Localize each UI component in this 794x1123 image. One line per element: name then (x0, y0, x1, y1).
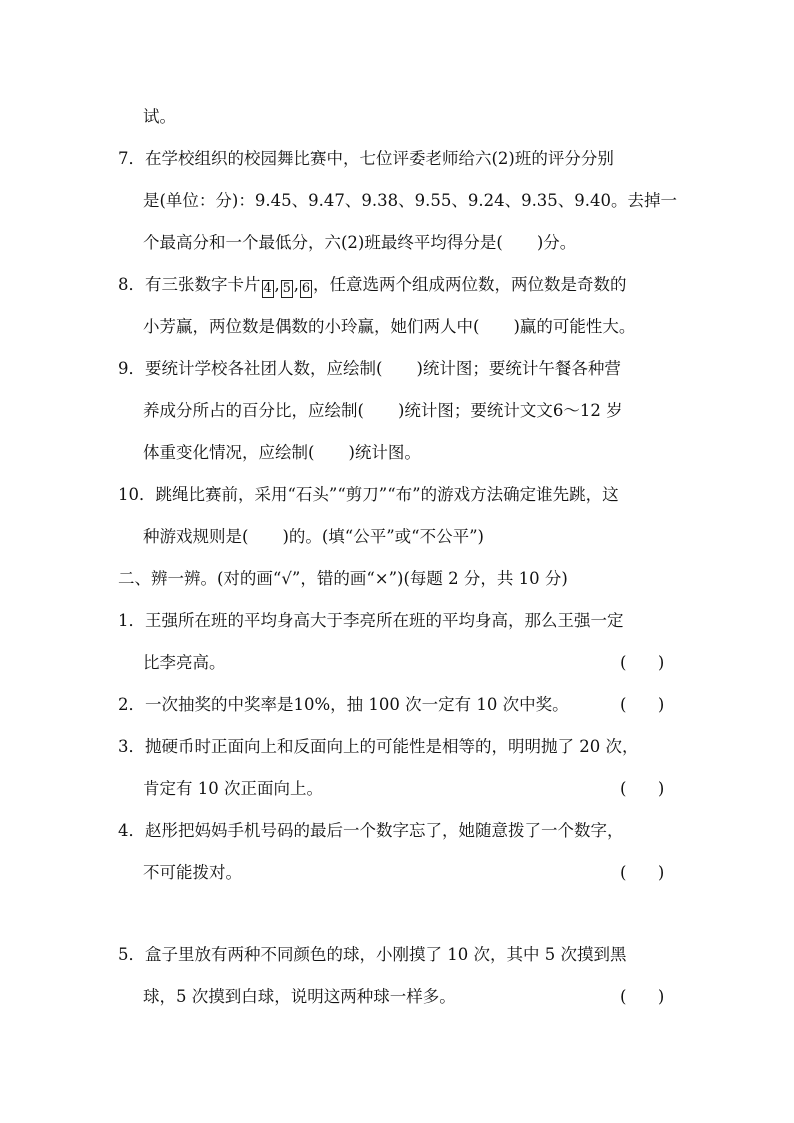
q7-line-3 (143, 232, 576, 254)
q8-text-a: 8．有三张数字卡片 (118, 275, 261, 294)
q9-text-f: )统计图。 (348, 443, 421, 462)
q8-text-d: )赢的可能性大。 (513, 317, 636, 336)
card-separator: , (293, 275, 299, 294)
q9-text-c: 养成分所占的百分比，应绘制( (143, 401, 364, 420)
q9-line-3 (143, 442, 421, 464)
q7-text-a: 个最高分和一个最低分，六(2)班最终平均得分是( (143, 233, 503, 252)
q10-text-b: )的。(填“公平”或“不公平”) (282, 527, 484, 546)
number-card-6: 6 (301, 281, 311, 296)
card-separator: , (274, 275, 280, 294)
q8-line-2 (143, 316, 635, 338)
q10-line-2 (143, 526, 484, 548)
judge-5-line-1: 5．盒子里放有两种不同颜色的球，小刚摸了 10 次，其中 5 次摸到黑 (118, 945, 627, 964)
q9-text-a: 9．要统计学校各社团人数，应绘制( (118, 359, 383, 378)
number-card-5: 5 (282, 281, 291, 296)
q8-text-b: ，任意选两个组成两位数，两位数是奇数的 (313, 275, 627, 294)
number-card-4: 4 (263, 281, 272, 296)
judge-3-answer-parens[interactable]: ( ) (620, 779, 665, 798)
judge-5-line-2: 球，5 次摸到白球，说明这两种球一样多。 (143, 987, 456, 1006)
q9-line-2 (143, 400, 623, 422)
q10-line-1: 10．跳绳比赛前，采用“石头”“剪刀”“布”的游戏方法确定谁先跳，这 (118, 485, 619, 504)
judge-2-answer-parens[interactable]: ( ) (620, 695, 665, 714)
judge-1-answer-parens[interactable]: ( ) (620, 653, 665, 672)
judge-3-line-2: 肯定有 10 次正面向上。 (143, 779, 323, 798)
judge-4-line-2: 不可能拨对。 (143, 863, 242, 882)
q9-text-d: )统计图；要统计文文6～12 岁 (397, 401, 623, 420)
judge-1-line-1: 1．王强所在班的平均身高大于李亮所在班的平均身高，那么王强一定 (118, 611, 624, 630)
judge-2-line-1: 2．一次抽奖的中奖率是10%，抽 100 次一定有 10 次中奖。 (118, 695, 569, 714)
section-2-title: 二、辨一辨。(对的画“√”，错的画“×”)(每题 2 分，共 10 分) (118, 569, 568, 588)
q7-line-1: 7．在学校组织的校园舞比赛中，七位评委老师给六(2)班的评分分别 (118, 149, 614, 168)
q8-line-1 (118, 274, 627, 298)
judge-1-line-2: 比李亮高。 (143, 653, 226, 672)
judge-5-answer-parens[interactable]: ( ) (620, 987, 665, 1006)
q7-text-b: )分。 (536, 233, 577, 252)
q6-tail: 试。 (143, 107, 176, 126)
q10-text-a: 种游戏规则是( (143, 527, 249, 546)
q9-text-b: )统计图；要统计午餐各种营 (416, 359, 621, 378)
q7-line-2: 是(单位：分)：9.45、9.47、9.38、9.55、9.24、9.35、9.40。去掉一 (143, 191, 678, 210)
q8-text-c: 小芳赢，两位数是偶数的小玲赢，她们两人中( (143, 317, 480, 336)
judge-4-answer-parens[interactable]: ( ) (620, 863, 665, 882)
q9-line-1 (118, 358, 621, 380)
judge-3-line-1: 3．抛硬币时正面向上和反面向上的可能性是相等的，明明抛了 20 次， (118, 737, 639, 756)
judge-4-line-1: 4．赵彤把妈妈手机号码的最后一个数字忘了，她随意拨了一个数字， (118, 821, 624, 840)
q9-text-e: 体重变化情况，应绘制( (143, 443, 315, 462)
